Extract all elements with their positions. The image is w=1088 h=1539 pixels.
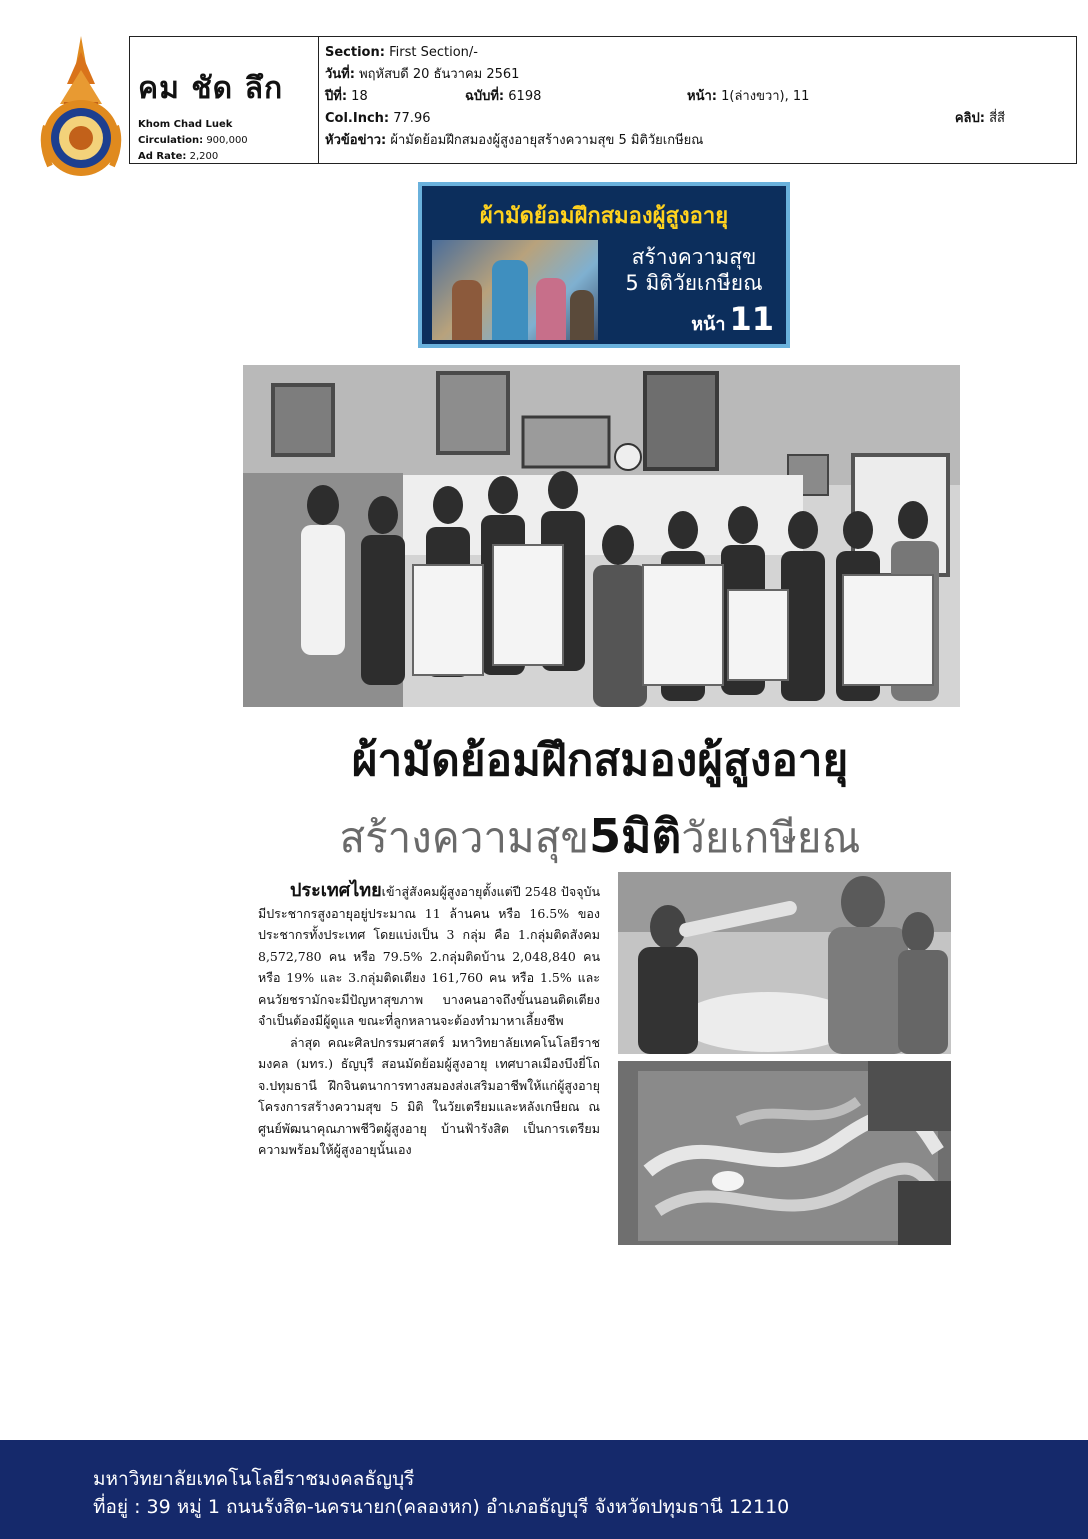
group-photo bbox=[243, 365, 960, 707]
paragraph-1-text: เข้าสู่สังคมผู้สูงอายุตั้งแต่ปี 2548 ปัจจุบันมีประชากรสูงอายุอยู่ประมาณ 11 ล้านคน หรือ 16.5% ของประชากรทั้งประเทศ โดยแบ่งเป็น 3 กลุ่ม คือ 1.กลุ่มติดสังคม 8,572,780 คน หรือ 79.5% 2.กลุ่มติดบ้าน 2,048,840 คน หรือ 19% และ 3.กลุ่มติดเตียง 161,760 คน หรือ 1.5% และคนวัยชรามักจะมีปัญหาสุขภาพ บางคนอาจถึงขั้นนอนติดเตียงจำเป็นต้องมีผู้ดูแล ขณะที่ลูกหลานจะต้องทำมาหาเลี้ยงชีพ bbox=[258, 884, 600, 1028]
article-headline: ผ้ามัดย้อมฝึกสมองผู้สูงอายุ bbox=[351, 735, 849, 786]
subheadline-part2: 5มิติ bbox=[589, 809, 682, 863]
colinch-label: Col.Inch: bbox=[325, 111, 390, 126]
university-footer bbox=[0, 1440, 1088, 1539]
section-label: Section: bbox=[325, 45, 385, 60]
teaser-subtitle-line1: สร้างความสุข bbox=[631, 245, 757, 269]
circulation-value: 900,000 bbox=[206, 135, 248, 146]
headline-value: ผ้ามัดย้อมฝึกสมองผู้สูงอายุสร้างความสุข 5 มิติวัยเกษียณ bbox=[390, 133, 704, 148]
issue-value: 6198 bbox=[508, 89, 542, 104]
teaser-subtitle bbox=[604, 244, 784, 296]
newspaper-name: คม ชัด ลึก bbox=[138, 71, 284, 106]
teaser-title: ผ้ามัดย้อมฝึกสมองผู้สูงอายุ bbox=[479, 204, 729, 229]
year-label: ปีที่: bbox=[325, 89, 348, 104]
footer-address: ที่อยู่ : 39 หมู่ 1 ถนนรังสิต-นครนายก(คลองหก) อำเภอธัญบุรี จังหวัดปทุมธานี 12110 bbox=[93, 1496, 790, 1518]
colinch-value: 77.96 bbox=[393, 111, 431, 126]
article-subheadline bbox=[240, 800, 960, 873]
section-value: First Section/- bbox=[389, 45, 478, 60]
teaser-photo bbox=[432, 240, 598, 340]
clipping-header bbox=[129, 36, 1077, 164]
teaser-page-number: 11 bbox=[729, 300, 774, 338]
section-row bbox=[325, 42, 1070, 64]
clip-label: คลิป: bbox=[954, 111, 985, 126]
ad-rate-label: Ad Rate: bbox=[138, 151, 187, 162]
footer-university-name: มหาวิทยาลัยเทคโนโลยีราชมงคลธัญบุรี bbox=[93, 1468, 415, 1490]
issue-label: ฉบับที่: bbox=[465, 89, 505, 104]
front-page-teaser bbox=[418, 182, 790, 348]
date-row bbox=[325, 64, 1070, 86]
newspaper-name-en: Khom Chad Luek bbox=[138, 119, 233, 130]
clip-value: สี่สี bbox=[989, 111, 1005, 126]
newspaper-meta bbox=[138, 117, 248, 165]
headline-row bbox=[325, 130, 1070, 152]
ad-rate-value: 2,200 bbox=[189, 151, 219, 162]
page-value: 1(ล่างขวา), 11 bbox=[721, 89, 810, 104]
headline-label: หัวข้อข่าว: bbox=[325, 133, 387, 148]
clipping-info bbox=[325, 42, 1070, 152]
issue-row bbox=[325, 86, 1070, 108]
lead-word: ประเทศไทย bbox=[290, 880, 382, 901]
workshop-photo bbox=[618, 872, 951, 1054]
circulation-label: Circulation: bbox=[138, 135, 204, 146]
tie-dye-photo bbox=[618, 1061, 951, 1245]
teaser-page-ref bbox=[691, 300, 774, 338]
teaser-panel bbox=[422, 186, 786, 344]
university-logo bbox=[40, 34, 122, 180]
subheadline-part1: สร้างความสุข bbox=[339, 813, 590, 862]
page-label: หน้า: bbox=[687, 89, 717, 104]
article-body bbox=[258, 880, 600, 1161]
article-paragraph-2: ล่าสุด คณะศิลปกรรมศาสตร์ มหาวิทยาลัยเทคโนโลยีราชมงคล (มทร.) ธัญบุรี สอนมัดย้อมผู้สูงอายุ เทศบาลเมืองบึงยี่โถ จ.ปทุมธานี ฝึกจินตนาการทางสมองส่งเสริมอาชีพให้แก่ผู้สูงอายุ โครงการสร้างความสุข 5 มิติ ในวัยเตรียมและหลังเกษียณ ณ ศูนย์พัฒนาคุณภาพชีวิตผู้สูงอายุ บ้านฟ้ารังสิต เป็นการเตรียมความพร้อมให้ผู้สูงอายุนั้นเอง bbox=[258, 1034, 600, 1157]
teaser-subtitle-line2: 5 มิติวัยเกษียณ bbox=[625, 271, 763, 295]
article-paragraph-1 bbox=[258, 880, 600, 1032]
colinch-row bbox=[325, 108, 1070, 130]
year-value: 18 bbox=[351, 89, 368, 104]
date-label: วันที่: bbox=[325, 67, 355, 82]
teaser-page-word: หน้า bbox=[691, 314, 726, 335]
subheadline-part3: วัยเกษียณ bbox=[681, 813, 861, 862]
date-value: พฤหัสบดี 20 ธันวาคม 2561 bbox=[359, 67, 520, 82]
newspaper-brand bbox=[130, 37, 319, 163]
